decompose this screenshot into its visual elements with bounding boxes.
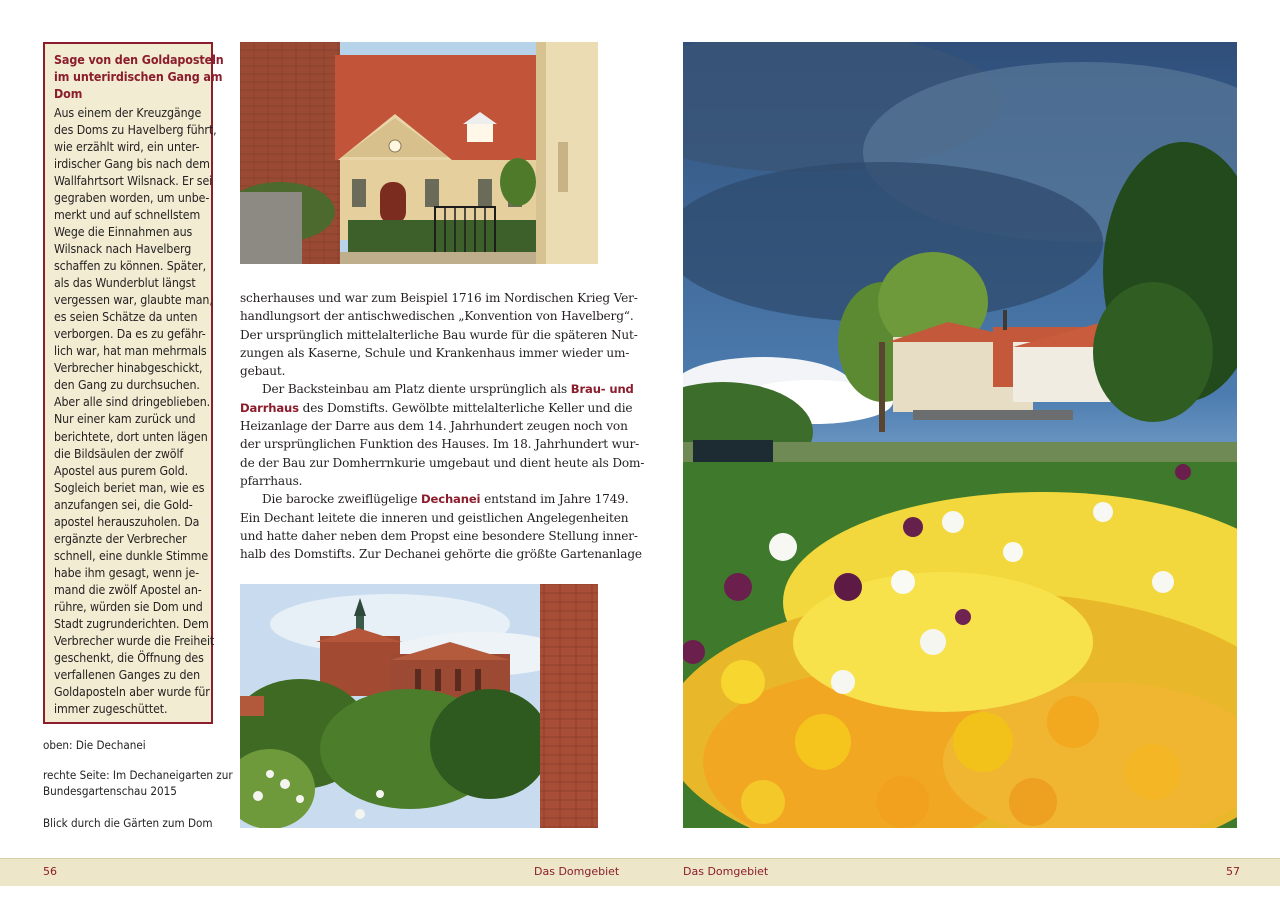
footer-bar — [0, 858, 1280, 886]
legend-line: rühre, würden sie Dom und — [54, 599, 203, 614]
photo-dechaneigarten — [683, 42, 1237, 828]
legend-line: anzufangen sei, die Gold- — [54, 497, 193, 512]
legend-line: die Bildsäulen der zwölf — [54, 446, 184, 461]
legend-title-line: Dom — [54, 86, 83, 102]
body-text-run: Die barocke zweiflügelige — [262, 492, 422, 507]
legend-line: Wallfahrtsort Wilsnack. Er sei — [54, 173, 213, 188]
running-title-right: Das Domgebiet — [683, 865, 769, 878]
highlight-term: Brau- und — [570, 382, 634, 397]
legend-title — [54, 51, 224, 103]
photo-dechanei — [240, 42, 598, 264]
legend-line: Verbrecher hinabgeschickt, — [54, 361, 203, 376]
legend-line: ergänzte der Verbrecher — [54, 531, 187, 546]
body-line — [240, 490, 629, 508]
legend-line: Goldaposteln aber wurde für — [54, 685, 210, 700]
legend-line: als das Wunderblut längst — [54, 276, 196, 291]
body-line: Ein Dechant leitete die inneren und geistlichen Angelegenheiten — [240, 510, 629, 525]
legend-line: Wege die Einnahmen aus — [54, 224, 193, 239]
page-number-right: 57 — [1226, 865, 1240, 878]
legend-line: Aus einem der Kreuzgänge — [54, 105, 202, 120]
legend-line: immer zugeschüttet. — [54, 702, 168, 717]
highlight-term: Dechanei — [421, 492, 481, 507]
legend-line: des Doms zu Havelberg führt, — [54, 122, 217, 137]
legend-line: Aber alle sind dringeblieben. — [54, 395, 211, 410]
body-line: scherhauses und war zum Beispiel 1716 im Nordischen Krieg Ver- — [240, 291, 638, 305]
legend-line: mand die zwölf Apostel an- — [54, 582, 202, 597]
body-text-run: Der Backsteinbau am Platz diente ursprünglich als — [262, 382, 571, 397]
legend-line: Nur einer kam zurück und — [54, 412, 196, 427]
caption-right-line1: rechte Seite: Im Dechaneigarten zur — [43, 768, 233, 782]
body-line: zungen als Kaserne, Schule und Krankenhaus immer wieder um- — [240, 345, 630, 360]
legend-line: habe ihm gesagt, wenn je- — [54, 565, 200, 580]
body-line: handlungsort der antischwedischen „Konvention von Havelberg“. — [240, 309, 634, 324]
legend-title-line: Sage von den Goldaposteln — [54, 52, 224, 67]
body-line: de der Bau zur Domherrnkurie umgebaut und dient heute als Dom- — [240, 455, 645, 470]
photo-dom-gardens — [240, 584, 598, 828]
caption-top: oben: Die Dechanei — [43, 738, 146, 752]
highlight-term: Darrhaus — [240, 400, 299, 415]
body-line: Heizanlage der Darre aus dem 14. Jahrhundert zeugen noch von — [240, 419, 628, 434]
legend-line: wie erzählt wird, ein unter- — [54, 139, 200, 154]
body-line: der ursprünglichen Funktion des Hauses. Im 18. Jahrhundert wur- — [240, 437, 640, 452]
legend-line: geschenkt, die Öffnung des — [54, 651, 204, 666]
legend-line: Sogleich beriet man, wie es — [54, 480, 205, 495]
legend-line: Apostel aus purem Gold. — [54, 463, 188, 478]
body-line — [240, 380, 634, 398]
legend-line: apostel herauszuholen. Da — [54, 514, 200, 529]
legend-line: lich war, hat man mehrmals — [54, 344, 207, 359]
running-title-left: Das Domgebiet — [534, 865, 620, 878]
legend-line: schaffen zu können. Später, — [54, 259, 207, 274]
body-line: pfarrhaus. — [240, 473, 303, 488]
body-text — [240, 289, 645, 563]
legend-line: Wilsnack nach Havelberg — [54, 241, 192, 256]
legend-line: verfallenen Ganges zu den — [54, 668, 201, 683]
legend-line: Stadt zugrunderichten. Dem — [54, 617, 209, 632]
body-text-run: entstand im Jahre 1749. — [480, 492, 629, 507]
legend-line: irdischer Gang bis nach dem — [54, 156, 210, 171]
body-line — [240, 399, 633, 417]
body-line: halb des Domstifts. Zur Dechanei gehörte die größte Gartenanlage — [240, 547, 642, 562]
legend-line: berichtete, dort unten lägen — [54, 429, 208, 444]
legend-title-line: im unterirdischen Gang am — [54, 69, 223, 85]
legend-text — [54, 105, 217, 719]
legend-line: Verbrecher wurde die Freiheit — [54, 634, 215, 649]
legend-line: schnell, eine dunkle Stimme — [54, 548, 209, 563]
body-text-run: des Domstifts. Gewölbte mittelalterliche Keller und die — [298, 400, 633, 415]
page-number-left: 56 — [43, 865, 57, 878]
legend-line: den Gang zu durchsuchen. — [54, 378, 200, 393]
legend-line: es seien Schätze da unten — [54, 310, 198, 325]
legend-line: gegraben worden, um unbe- — [54, 190, 210, 205]
caption-bottom: Blick durch die Gärten zum Dom — [43, 816, 213, 830]
legend-line: vergessen war, glaubte man, — [54, 293, 213, 308]
legend-line: merkt und auf schnellstem — [54, 207, 201, 222]
body-line: Der ursprünglich mittelalterliche Bau wurde für die späteren Nut- — [240, 327, 638, 342]
legend-line: verborgen. Da es zu gefähr- — [54, 327, 206, 342]
caption-right-line2: Bundesgartenschau 2015 — [43, 784, 177, 798]
legend-box — [43, 42, 224, 724]
body-line: gebaut. — [240, 364, 286, 379]
body-line: und hatte daher neben dem Propst eine besondere Stellung inner- — [240, 528, 638, 543]
